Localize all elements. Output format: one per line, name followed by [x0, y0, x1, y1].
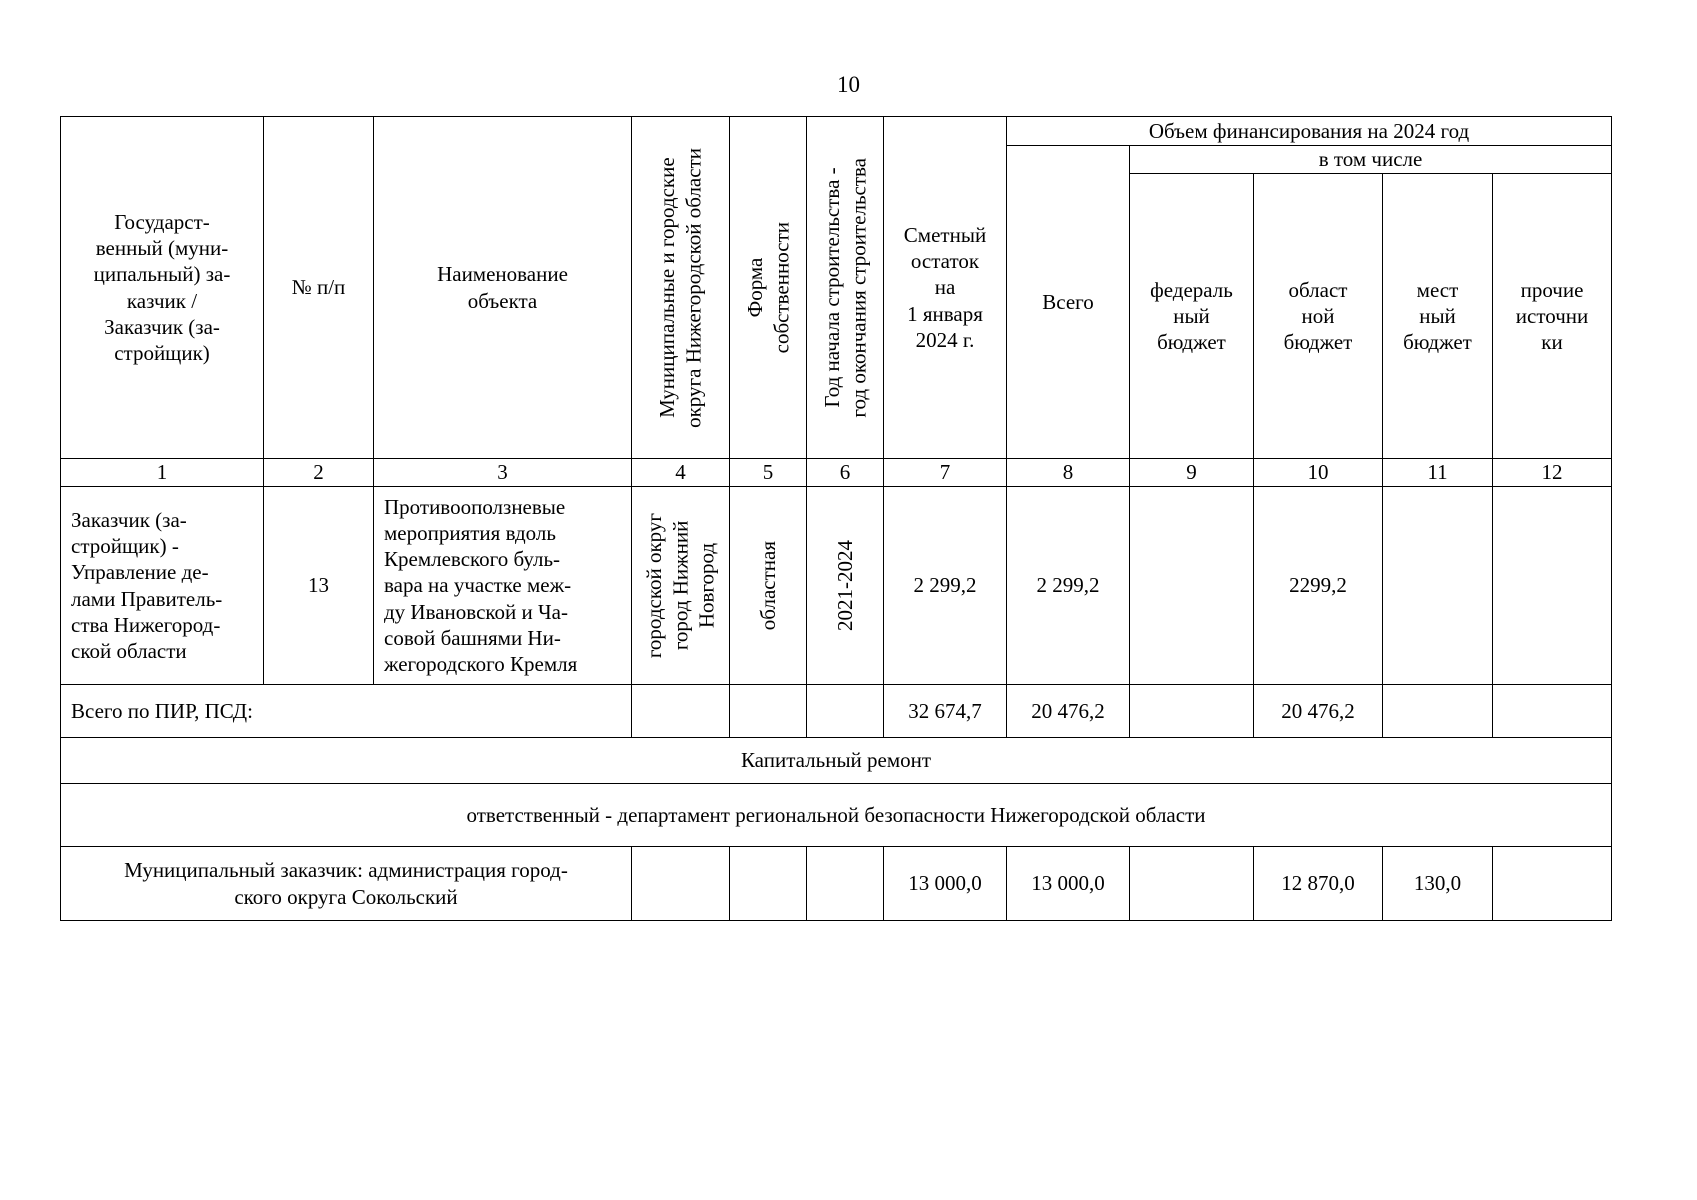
column-number: 1: [61, 459, 264, 487]
total-pir-years: [807, 685, 884, 738]
header-other: прочие источни ки: [1493, 174, 1612, 459]
column-number: 10: [1254, 459, 1383, 487]
column-number: 3: [374, 459, 632, 487]
header-local: мест ный бюджет: [1383, 174, 1493, 459]
header-object-name: Наименование объекта: [374, 117, 632, 459]
object-number: 13: [264, 487, 374, 685]
municipal-district: [632, 847, 730, 921]
column-number: 2: [264, 459, 374, 487]
object-federal: [1130, 487, 1254, 685]
object-total: 2 299,2: [1007, 487, 1130, 685]
municipal-estimate: 13 000,0: [884, 847, 1007, 921]
column-number: 9: [1130, 459, 1254, 487]
header-including: в том числе: [1130, 146, 1612, 174]
municipal-years: [807, 847, 884, 921]
object-local: [1383, 487, 1493, 685]
column-number: 6: [807, 459, 884, 487]
header-customer: Государст- венный (муни- ципальный) за- казчик / Заказчик (за- стройщик): [61, 117, 264, 459]
page-number: 10: [837, 72, 860, 97]
column-number: 7: [884, 459, 1007, 487]
object-estimate: 2 299,2: [884, 487, 1007, 685]
header-ownership: [730, 117, 807, 459]
header-district-text: Муниципальные и городские округа Нижегородской области: [655, 147, 706, 428]
total-pir-other: [1493, 685, 1612, 738]
object-name: Противооползневые мероприятия вдоль Кремлевского буль- вара на участке меж- ду Ивановской и Ча- совой башнями Ни- жегородского Кремля: [374, 487, 632, 685]
section-title: Капитальный ремонт: [61, 738, 1612, 784]
column-number: 8: [1007, 459, 1130, 487]
financing-table: [60, 116, 1612, 921]
column-number: 11: [1383, 459, 1493, 487]
object-regional: 2299,2: [1254, 487, 1383, 685]
responsible-label: ответственный - департамент региональной безопасности Нижегородской области: [61, 784, 1612, 847]
table-row-object: [61, 487, 1612, 685]
municipal-regional: 12 870,0: [1254, 847, 1383, 921]
total-pir-local: [1383, 685, 1493, 738]
total-pir-district: [632, 685, 730, 738]
object-years-text: 2021-2024: [832, 540, 857, 631]
total-pir-estimate: 32 674,7: [884, 685, 1007, 738]
header-estimate: Сметный остаток на 1 января 2024 г.: [884, 117, 1007, 459]
object-district: [632, 487, 730, 685]
header-number: № п/п: [264, 117, 374, 459]
municipal-local: 130,0: [1383, 847, 1493, 921]
header-ownership-text: Форма собственности: [742, 221, 793, 354]
municipal-ownership: [730, 847, 807, 921]
municipal-federal: [1130, 847, 1254, 921]
object-years: [807, 487, 884, 685]
total-pir-total: 20 476,2: [1007, 685, 1130, 738]
header-years: [807, 117, 884, 459]
municipal-total: 13 000,0: [1007, 847, 1130, 921]
object-other: [1493, 487, 1612, 685]
table-row-responsible: [61, 784, 1612, 847]
table-row-total-pir: [61, 685, 1612, 738]
total-pir-regional: 20 476,2: [1254, 685, 1383, 738]
object-ownership: [730, 487, 807, 685]
header-federal: федераль ный бюджет: [1130, 174, 1254, 459]
header-regional: област ной бюджет: [1254, 174, 1383, 459]
object-customer: Заказчик (за- стройщик) - Управление де- лами Правитель- ства Нижегород- ской области: [61, 487, 264, 685]
header-district: [632, 117, 730, 459]
column-number: 5: [730, 459, 807, 487]
total-pir-ownership: [730, 685, 807, 738]
object-ownership-text: областная: [755, 540, 780, 631]
column-number: 4: [632, 459, 730, 487]
municipal-other: [1493, 847, 1612, 921]
column-numbers-row: [61, 459, 1612, 487]
table-row-section: [61, 738, 1612, 784]
total-pir-federal: [1130, 685, 1254, 738]
table-row-municipal: [61, 847, 1612, 921]
header-total: Всего: [1007, 146, 1130, 459]
header-years-text: Год начала строительства - год окончания строительства: [819, 157, 870, 418]
header-row-1: [61, 117, 1612, 146]
column-number: 12: [1493, 459, 1612, 487]
object-district-text: городской округ город Нижний Новгород: [642, 512, 719, 659]
total-pir-label: Всего по ПИР, ПСД:: [61, 685, 632, 738]
municipal-label: Муниципальный заказчик: администрация город- ского округа Сокольский: [61, 847, 632, 921]
header-financing-group: Объем финансирования на 2024 год: [1007, 117, 1612, 146]
